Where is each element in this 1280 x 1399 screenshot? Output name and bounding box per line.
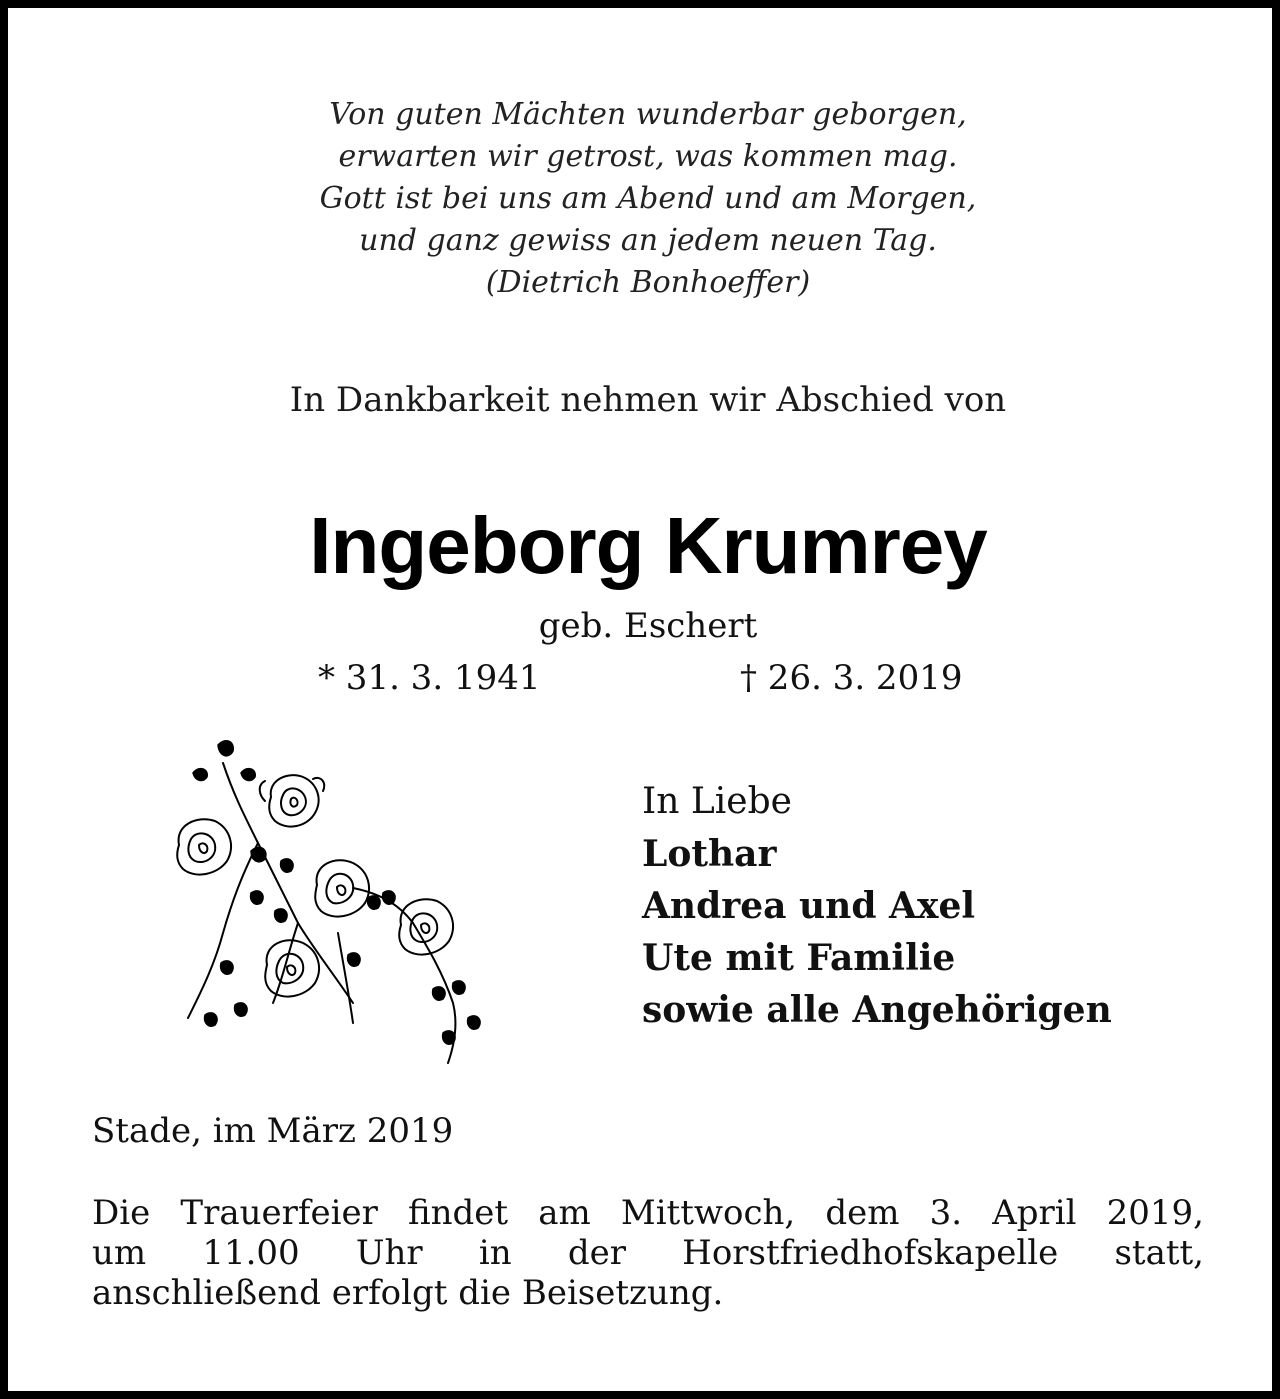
mourner-name: Lothar xyxy=(642,833,777,875)
rose-flower xyxy=(177,819,231,874)
funeral-line: um 11.00 Uhr in der Horstfriedhofskapelle statt, xyxy=(92,1233,1204,1273)
place-date: Stade, im März 2019 xyxy=(92,1111,454,1151)
rose-flower xyxy=(315,860,369,916)
maiden-name: geb. Eschert xyxy=(538,606,758,646)
rose-flower xyxy=(265,940,319,996)
deceased-name: Ingeborg Krumrey xyxy=(309,501,987,590)
poem-line: und ganz gewiss an jedem neuen Tag. xyxy=(359,223,937,258)
rose-stem xyxy=(338,933,353,1023)
rose-stem xyxy=(273,923,298,1003)
poem-attribution: (Dietrich Bonhoeffer) xyxy=(485,265,811,300)
poem-quote xyxy=(8,94,1280,304)
funeral-notice xyxy=(92,1193,1204,1313)
rose-stem xyxy=(188,843,258,1018)
poem-line: erwarten wir getrost, was kommen mag. xyxy=(338,139,958,174)
poem-line: Gott ist bei uns am Abend und am Morgen, xyxy=(319,181,977,216)
poem-line: Von guten Mächten wunderbar geborgen, xyxy=(329,97,967,132)
mourner-name: Andrea und Axel xyxy=(642,885,976,927)
intro-text: In Dankbarkeit nehmen wir Abschied von xyxy=(289,380,1007,420)
mourner-name: sowie alle Angehörigen xyxy=(642,989,1112,1031)
birth-date: * 31. 3. 1941 xyxy=(318,658,541,698)
funeral-line: anschließend erfolgt die Beisetzung. xyxy=(92,1273,724,1313)
mourners-lead: In Liebe xyxy=(642,781,792,822)
rose-illustration xyxy=(163,733,503,1068)
funeral-line: Die Trauerfeier findet am Mittwoch, dem 3. April 2019, xyxy=(92,1193,1204,1233)
death-date: † 26. 3. 2019 xyxy=(740,658,963,698)
rose-flower xyxy=(260,775,325,826)
mourner-name: Ute mit Familie xyxy=(642,937,956,979)
mourners-list xyxy=(642,776,1112,1036)
